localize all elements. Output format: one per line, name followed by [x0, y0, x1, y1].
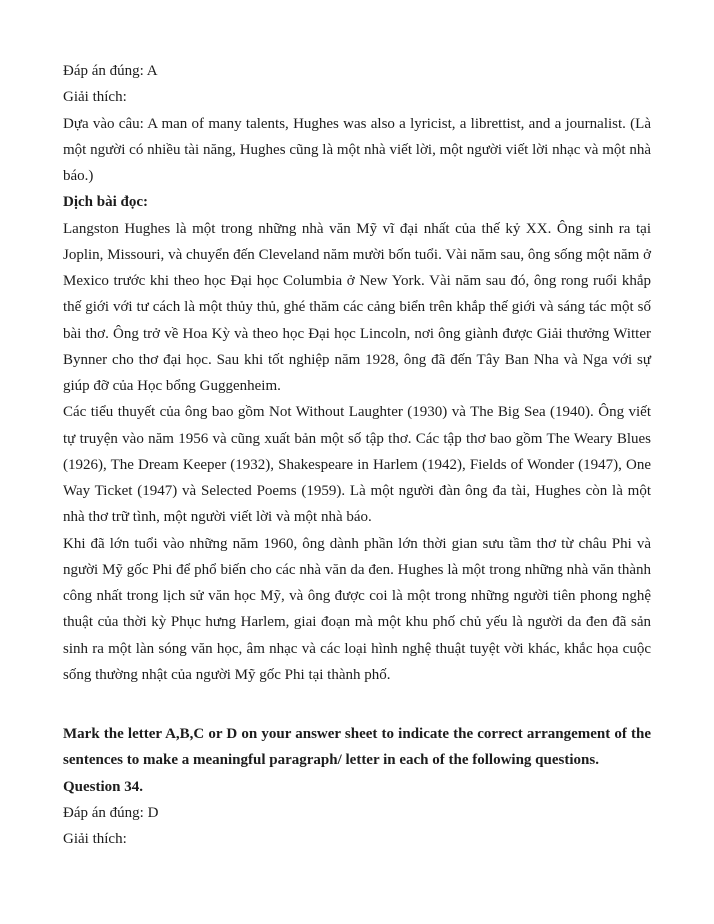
section-instruction-paragraph: Mark the letter A,B,C or D on your answer sheet to indicate the correct arrangement of the sentences to make a meaningful paragraph/ letter in each of the following questions. [63, 726, 651, 769]
translation-paragraph-1: Langston Hughes là một trong những nhà văn Mỹ vĩ đại nhất của thế kỷ XX. Ông sinh ra tại Joplin, Missouri, và chuyển đến Cleveland năm mười bốn tuổi. Vài năm sau, ông sống một năm ở Mexico trước khi theo học Đại học Columbia ở New York. Vài năm sau đó, ông rong ruổi khắp thế giới với tư cách là một thủy thủ, ghé thăm các cảng biển trên khắp thế giới và sáng tác một số bài thơ. Ông trở về Hoa Kỳ và theo học Đại học Lincoln, nơi ông giành được Giải thưởng Witter Bynner cho thơ đại học. Sau khi tốt nghiệp năm 1928, ông đã đến Tây Ban Nha và Nga với sự giúp đỡ của Học bổng Guggenheim. [63, 220, 651, 394]
q33-explanation-label: Giải thích: [63, 89, 127, 106]
translation-paragraph-2: Các tiểu thuyết của ông bao gồm Not Without Laughter (1930) và The Big Sea (1940). Ông viết tự truyện vào năm 1956 và cũng xuất bản một số tập thơ. Các tập thơ bao gồm The Weary Blues (1926), The Dream Keeper (1932), Shakespeare in Harlem (1942), Fields of Wonder (1947), One Way Ticket (1947) và Selected Poems (1959). Là một người đàn ông đa tài, Hughes còn là một nhà thơ trữ tình, một người viết lời và một nhà báo. [63, 404, 651, 526]
question-34-heading: Question 34. [63, 778, 144, 795]
q33-correct-answer-line: Đáp án đúng: A [63, 63, 158, 79]
q34-correct-answer-line: Đáp án đúng: D [63, 804, 159, 821]
translation-heading: Dịch bài đọc: [63, 194, 149, 211]
q34-explanation-label: Giải thích: [63, 831, 127, 847]
q33-explanation-paragraph: Dựa vào câu: A man of many talents, Hughes was also a lyricist, a librettist, and a journalist. (Là một người có nhiều tài năng, Hughes cũng là một nhà viết lời, một người viết lời nhạc và một nhà báo.) [63, 115, 651, 184]
translation-paragraph-3: Khi đã lớn tuổi vào những năm 1960, ông dành phần lớn thời gian sưu tầm thơ từ châu Phi và người Mỹ gốc Phi để phổ biến cho các nhà văn da đen. Hughes là một trong những nhà văn thành công nhất trong lịch sử văn học Mỹ, và ông được coi là một trong những người tiên phong nghệ thuật của thời kỳ Phục hưng Harlem, giai đoạn mà một khu phố chủ yếu là người da đen đã sản sinh ra một làn sóng văn học, âm nhạc và các loại hình nghệ thuật tuyệt vời khác, khắc họa cuộc sống thường nhật của người Mỹ gốc Phi tại thành phố. [63, 535, 651, 683]
